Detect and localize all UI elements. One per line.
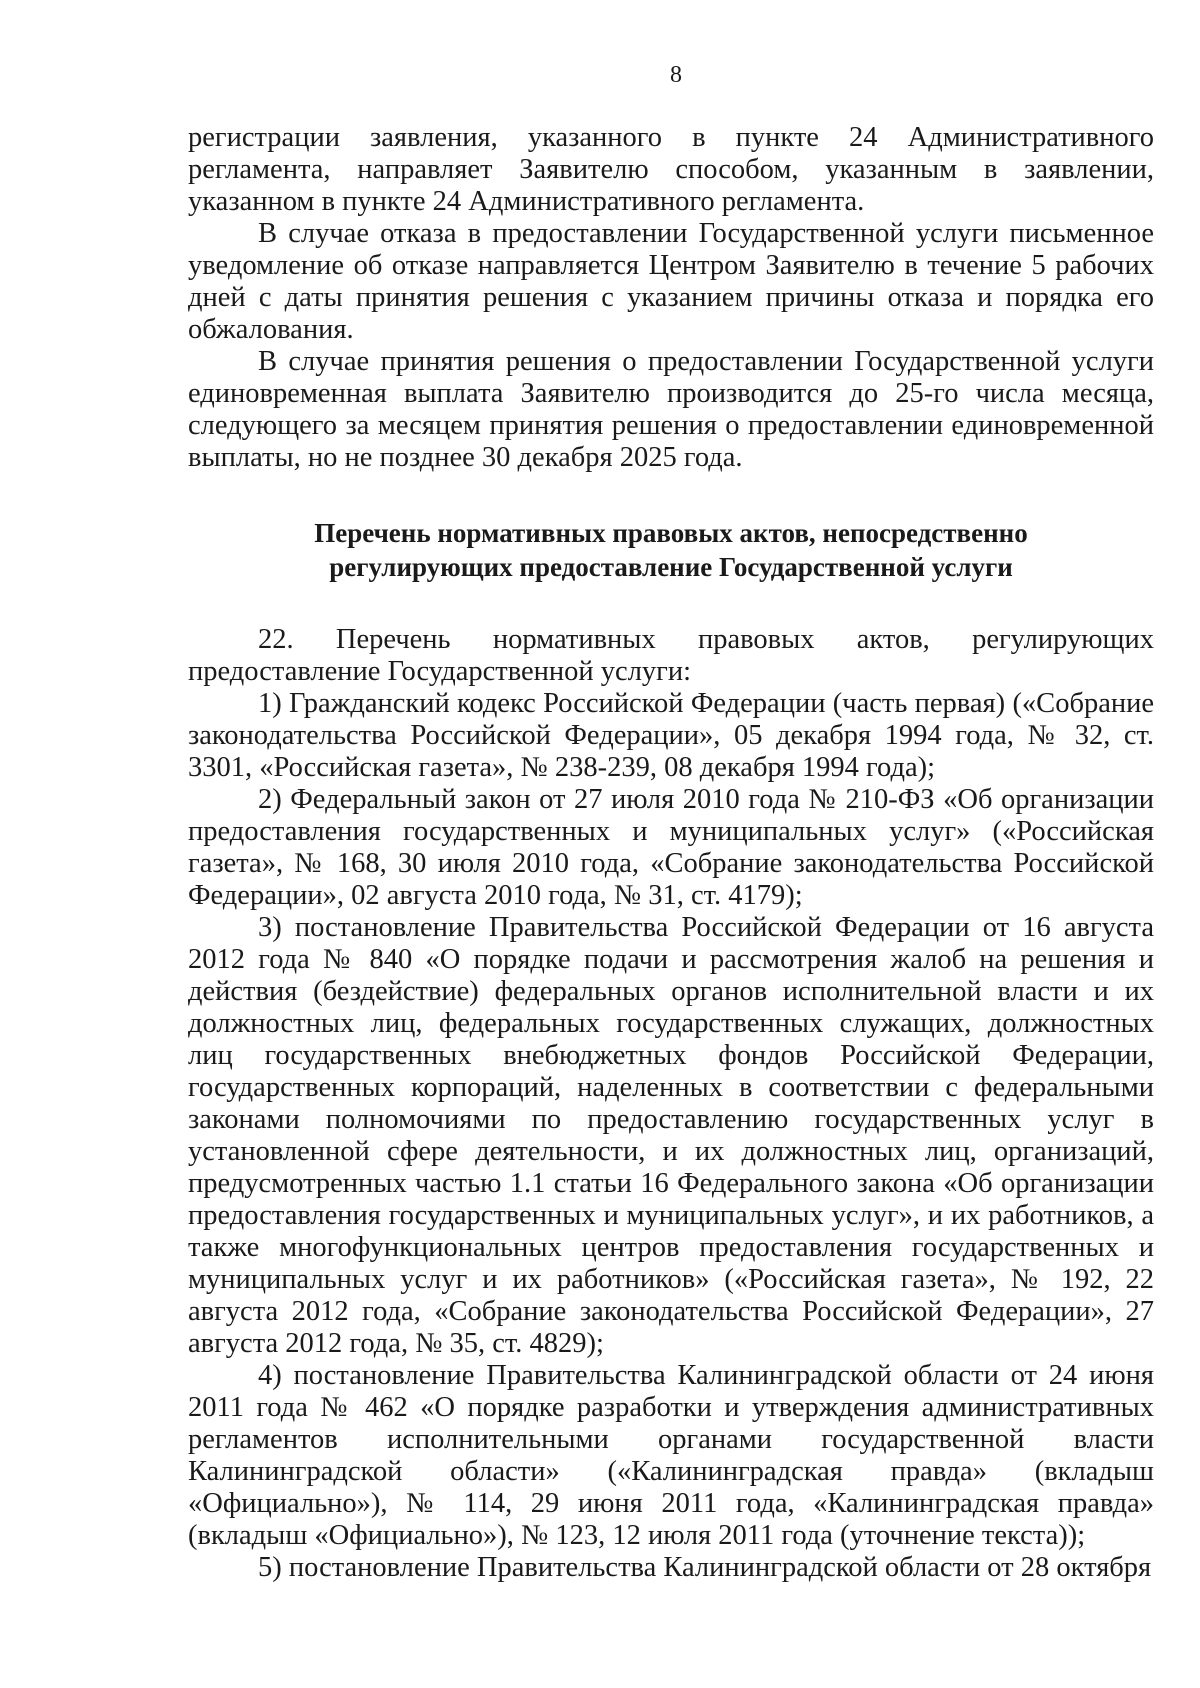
section-heading [188,516,1154,584]
list-item-decree-462: 4) постановление Правительства Калининградской области от 24 июня 2011 года № 462 «О порядке разработки и утверждения административных регламентов исполнительными органами государственной власти Калининградской области» («Калининградская правда» (вкладыш «Официально»), № 114, 29 июня 2011 года, «Калининградская правда» (вкладыш «Официально»), № 123, 12 июля 2011 года (уточнение текста)); [188,1360,1154,1551]
list-item-decree-840: 3) постановление Правительства Российской Федерации от 16 августа 2012 года № 840 «О порядке подачи и рассмотрения жалоб на решения и действия (бездействие) федеральных органов исполнительной власти и их должностных лиц, федеральных государственных служащих, должностных лиц государственных внебюджетных фондов Российской Федерации, государственных корпораций, наделенных в соответствии с федеральными законами полномочиями по предоставлению государственных услуг в установленной сфере деятельности, и их должностных лиц, организаций, предусмотренных частью 1.1 статьи 16 Федерального закона «Об организации предоставления государственных и муниципальных услуг», и их работников, а также многофункциональных центров предоставления государственных и муниципальных услуг и их работников» («Российская газета», № 192, 22 августа 2012 года, «Собрание законодательства Российской Федерации», 27 августа 2012 года, № 35, ст. 4829); [188,912,1154,1359]
paragraph-list-intro: 22. Перечень нормативных правовых актов, регулирующих предоставление Государственной услуги: [188,624,1154,687]
paragraph-payment: В случае принятия решения о предоставлении Государственной услуги единовременная выплата Заявителю производится до 25-го числа месяца, следующего за месяцем принятия решения о предоставлении единовременной выплаты, но не позднее 30 декабря 2025 года. [188,346,1154,473]
list-item-civil-code: 1) Гражданский кодекс Российской Федерации (часть первая) («Собрание законодательства Российской Федерации», 05 декабря 1994 года, № 32, ст. 3301, «Российская газета», № 238-239, 08 декабря 1994 года); [188,688,1154,783]
list-item-federal-law-210: 2) Федеральный закон от 27 июля 2010 года № 210-ФЗ «Об организации предоставления государственных и муниципальных услуг» («Российская газета», № 168, 30 июля 2010 года, «Собрание законодательства Российской Федерации», 02 августа 2010 года, № 31, ст. 4179); [188,784,1154,911]
section-heading-line-2: регулирующих предоставление Государственной услуги [329,552,1013,582]
page-number: 8 [670,62,682,88]
list-item-decree-october: 5) постановление Правительства Калининградской области от 28 октября [258,1552,1152,1583]
paragraph-registration: регистрации заявления, указанного в пункте 24 Административного регламента, направляет Заявителю способом, указанным в заявлении, указанном в пункте 24 Административного регламента. [188,122,1154,217]
section-heading-line-1: Перечень нормативных правовых актов, непосредственно [314,518,1028,548]
paragraph-refusal: В случае отказа в предоставлении Государственной услуги письменное уведомление об отказе направляется Центром Заявителю в течение 5 рабочих дней с даты принятия решения с указанием причины отказа и порядка его обжалования. [188,218,1154,345]
document-body [188,122,1154,1584]
